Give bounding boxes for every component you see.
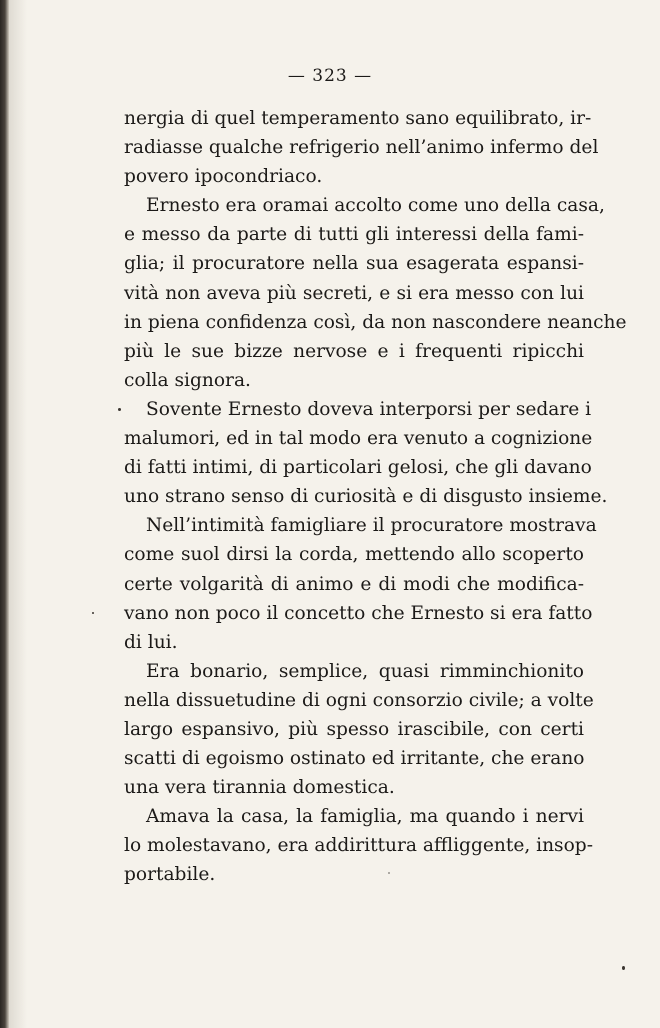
print-speck: [118, 408, 121, 411]
print-speck: [92, 612, 94, 614]
print-speck: [388, 872, 390, 874]
text-line: Amava la casa, la famiglia, ma quando i nervi: [146, 806, 584, 828]
text-line: vano non poco il concetto che Ernesto si era fatto: [124, 602, 593, 624]
body-text: [124, 104, 627, 890]
text-line: di lui.: [124, 631, 178, 653]
text-line: vità non aveva più secreti, e si era messo con lui: [124, 282, 584, 304]
text-line: colla signora.: [124, 369, 251, 391]
text-line: scatti di egoismo ostinato ed irritante, che erano: [124, 748, 585, 770]
text-line: uno strano senso di curiosità e di disgusto insieme.: [124, 486, 608, 508]
text-line: portabile.: [124, 864, 216, 886]
text-line: e messo da parte di tutti gli interessi della fami-: [124, 224, 584, 246]
text-line: di fatti intimi, di particolari gelosi, che gli davano: [124, 457, 592, 479]
text-line: certe volgarità di animo e di modi che modifica-: [124, 573, 584, 595]
text-line: in piena confidenza così, da non nascondere neanche: [124, 311, 627, 333]
text-line: nergia di quel temperamento sano equilibrato, ir-: [124, 108, 592, 129]
text-line: Nell’intimità famigliare il procuratore mostrava: [146, 515, 597, 537]
text-line: malumori, ed in tal modo era venuto a cognizione: [124, 428, 593, 450]
text-line: una vera tirannia domestica.: [124, 777, 395, 799]
text-line: lo molestavano, era addirittura affliggente, insop-: [124, 835, 593, 857]
text-line: Ernesto era oramai accolto come uno della casa,: [146, 195, 605, 217]
text-line: Era bonario, semplice, quasi rimminchionito: [146, 660, 584, 682]
binding-shadow: [9, 0, 27, 1028]
text-line: glia; il procuratore nella sua esagerata espansi-: [124, 253, 584, 275]
text-line: nella dissuetudine di ogni consorzio civile; a volte: [124, 689, 594, 711]
text-line: largo espansivo, più spesso irascibile, con certi: [124, 718, 584, 740]
print-speck: [622, 966, 625, 970]
text-line: Sovente Ernesto doveva interporsi per sedare i: [146, 398, 592, 420]
text-line: radiasse qualche refrigerio nell’animo infermo del: [124, 137, 599, 159]
text-line: povero ipocondriaco.: [124, 166, 323, 188]
text-line: più le sue bizze nervose e i frequenti ripicchi: [124, 340, 584, 362]
binding-edge: [0, 0, 9, 1028]
page-number: — 323 —: [287, 66, 373, 86]
text-line: come suol dirsi la corda, mettendo allo scoperto: [124, 544, 584, 566]
